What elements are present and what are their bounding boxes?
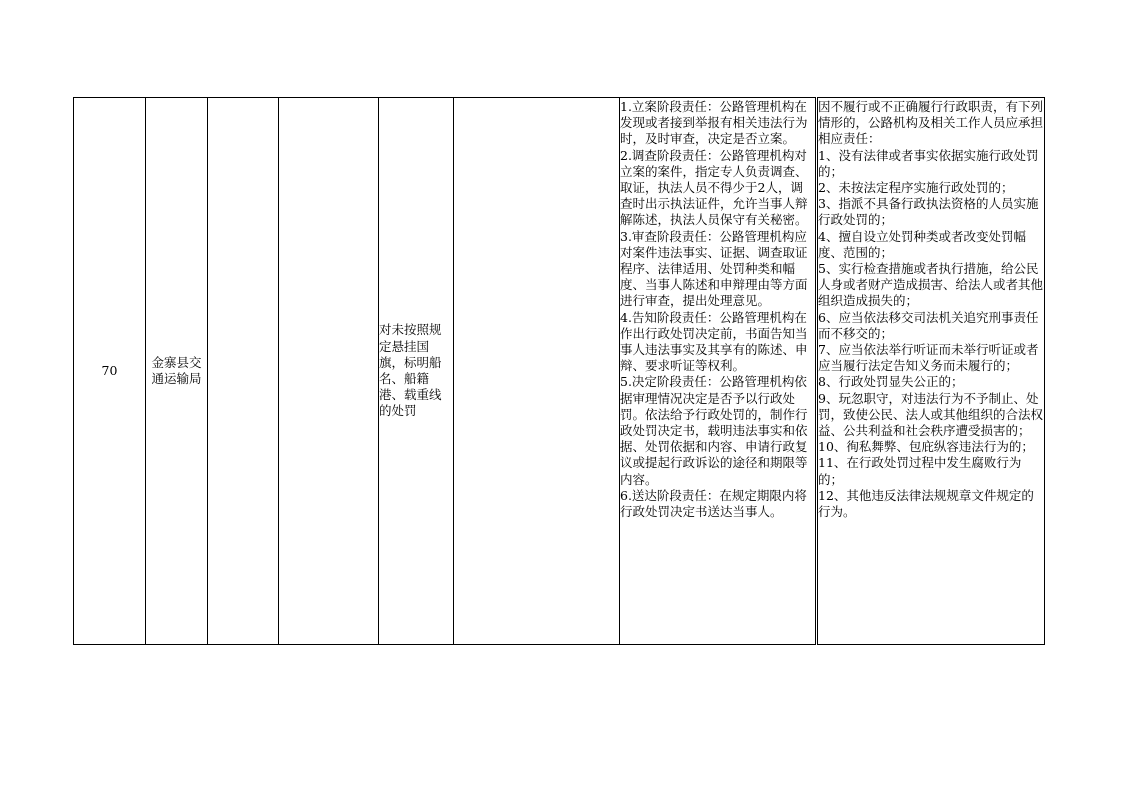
accountability-item: 4、擅自设立处罚种类或者改变处罚幅度、范围的；	[818, 228, 1026, 260]
department-cell: 金寨县交通运输局	[146, 98, 208, 645]
responsibility-item: 4.告知阶段责任：公路管理机构在作出行政处罚决定前，书面告知当事人违法事实及其享有的陈述、申辩、要求听证等权利。	[620, 309, 808, 374]
responsibility-item: 1.立案阶段责任：公路管理机构在发现或者接到举报有相关违法行为时，及时审查，决定是否立案。	[620, 99, 808, 147]
responsibility-item: 2.调查阶段责任：公路管理机构对立案的案件，指定专人负责调查、取证，执法人员不得少于2人，调查时出示执法证件，允许当事人辩解陈述，执法人员保守有关秘密。	[620, 147, 808, 228]
empty-cell	[279, 98, 379, 645]
responsibility-item: 3.审查阶段责任：公路管理机构应对案件违法事实、证据、调查取证程序、法律适用、处罚种类和幅度、当事人陈述和申辩理由等方面进行审查，提出处理意见。	[620, 228, 808, 309]
empty-cell	[454, 98, 620, 645]
accountability-item: 3、指派不具备行政执法资格的人员实施行政处罚的；	[818, 196, 1039, 228]
item-name-cell: 对未按照规定悬挂国旗，标明船名、船籍港、载重线的处罚	[379, 98, 454, 645]
responsibility-item: 5.决定阶段责任：公路管理机构依据审理情况决定是否予以行政处罚。依法给予行政处罚的，制作行政处罚决定书，载明违法事实和依据、处罚依据和内容、申请行政复议或提起行政诉讼的途径和期限等内容。	[620, 374, 808, 487]
responsibility-cell	[620, 98, 817, 645]
accountability-item: 6、应当依法移交司法机关追究刑事责任而不移交的；	[818, 309, 1039, 341]
accountability-item: 1、没有法律或者事实依据实施行政处罚的；	[818, 147, 1039, 179]
accountability-item: 10、徇私舞弊、包庇纵容违法行为的；	[818, 439, 1034, 455]
table-row	[74, 98, 1045, 645]
accountability-item: 5、实行检查措施或者执行措施，给公民人身或者财产造成损害、给法人或者其他组织造成损失的；	[818, 261, 1044, 309]
accountability-cell	[817, 98, 1045, 645]
responsibility-item: 6.送达阶段责任：在规定期限内将行政处罚决定书送达当事人。	[620, 487, 807, 520]
accountability-item: 12、其他违反法律法规规章文件规定的行为。	[818, 487, 1034, 520]
accountability-item: 9、玩忽职守，对违法行为不予制止、处罚，致使公民、法人或其他组织的合法权益、公共利益和社会秩序遭受损害的；	[818, 390, 1044, 439]
power-list-table	[73, 97, 1045, 645]
row-number: 70	[74, 98, 146, 645]
accountability-item: 11、在行政处罚过程中发生腐败行为的；	[818, 455, 1022, 487]
accountability-intro: 因不履行或不正确履行行政职责，有下列情形的，公路机构及相关工作人员应承担相应责任：	[818, 99, 1044, 147]
empty-cell	[208, 98, 279, 645]
accountability-item: 7、应当依法举行听证而未举行听证或者应当履行法定告知义务而未履行的；	[818, 342, 1039, 374]
accountability-item: 8、行政处罚显失公正的；	[818, 374, 964, 390]
accountability-item: 2、未按法定程序实施行政处罚的；	[818, 180, 1014, 196]
